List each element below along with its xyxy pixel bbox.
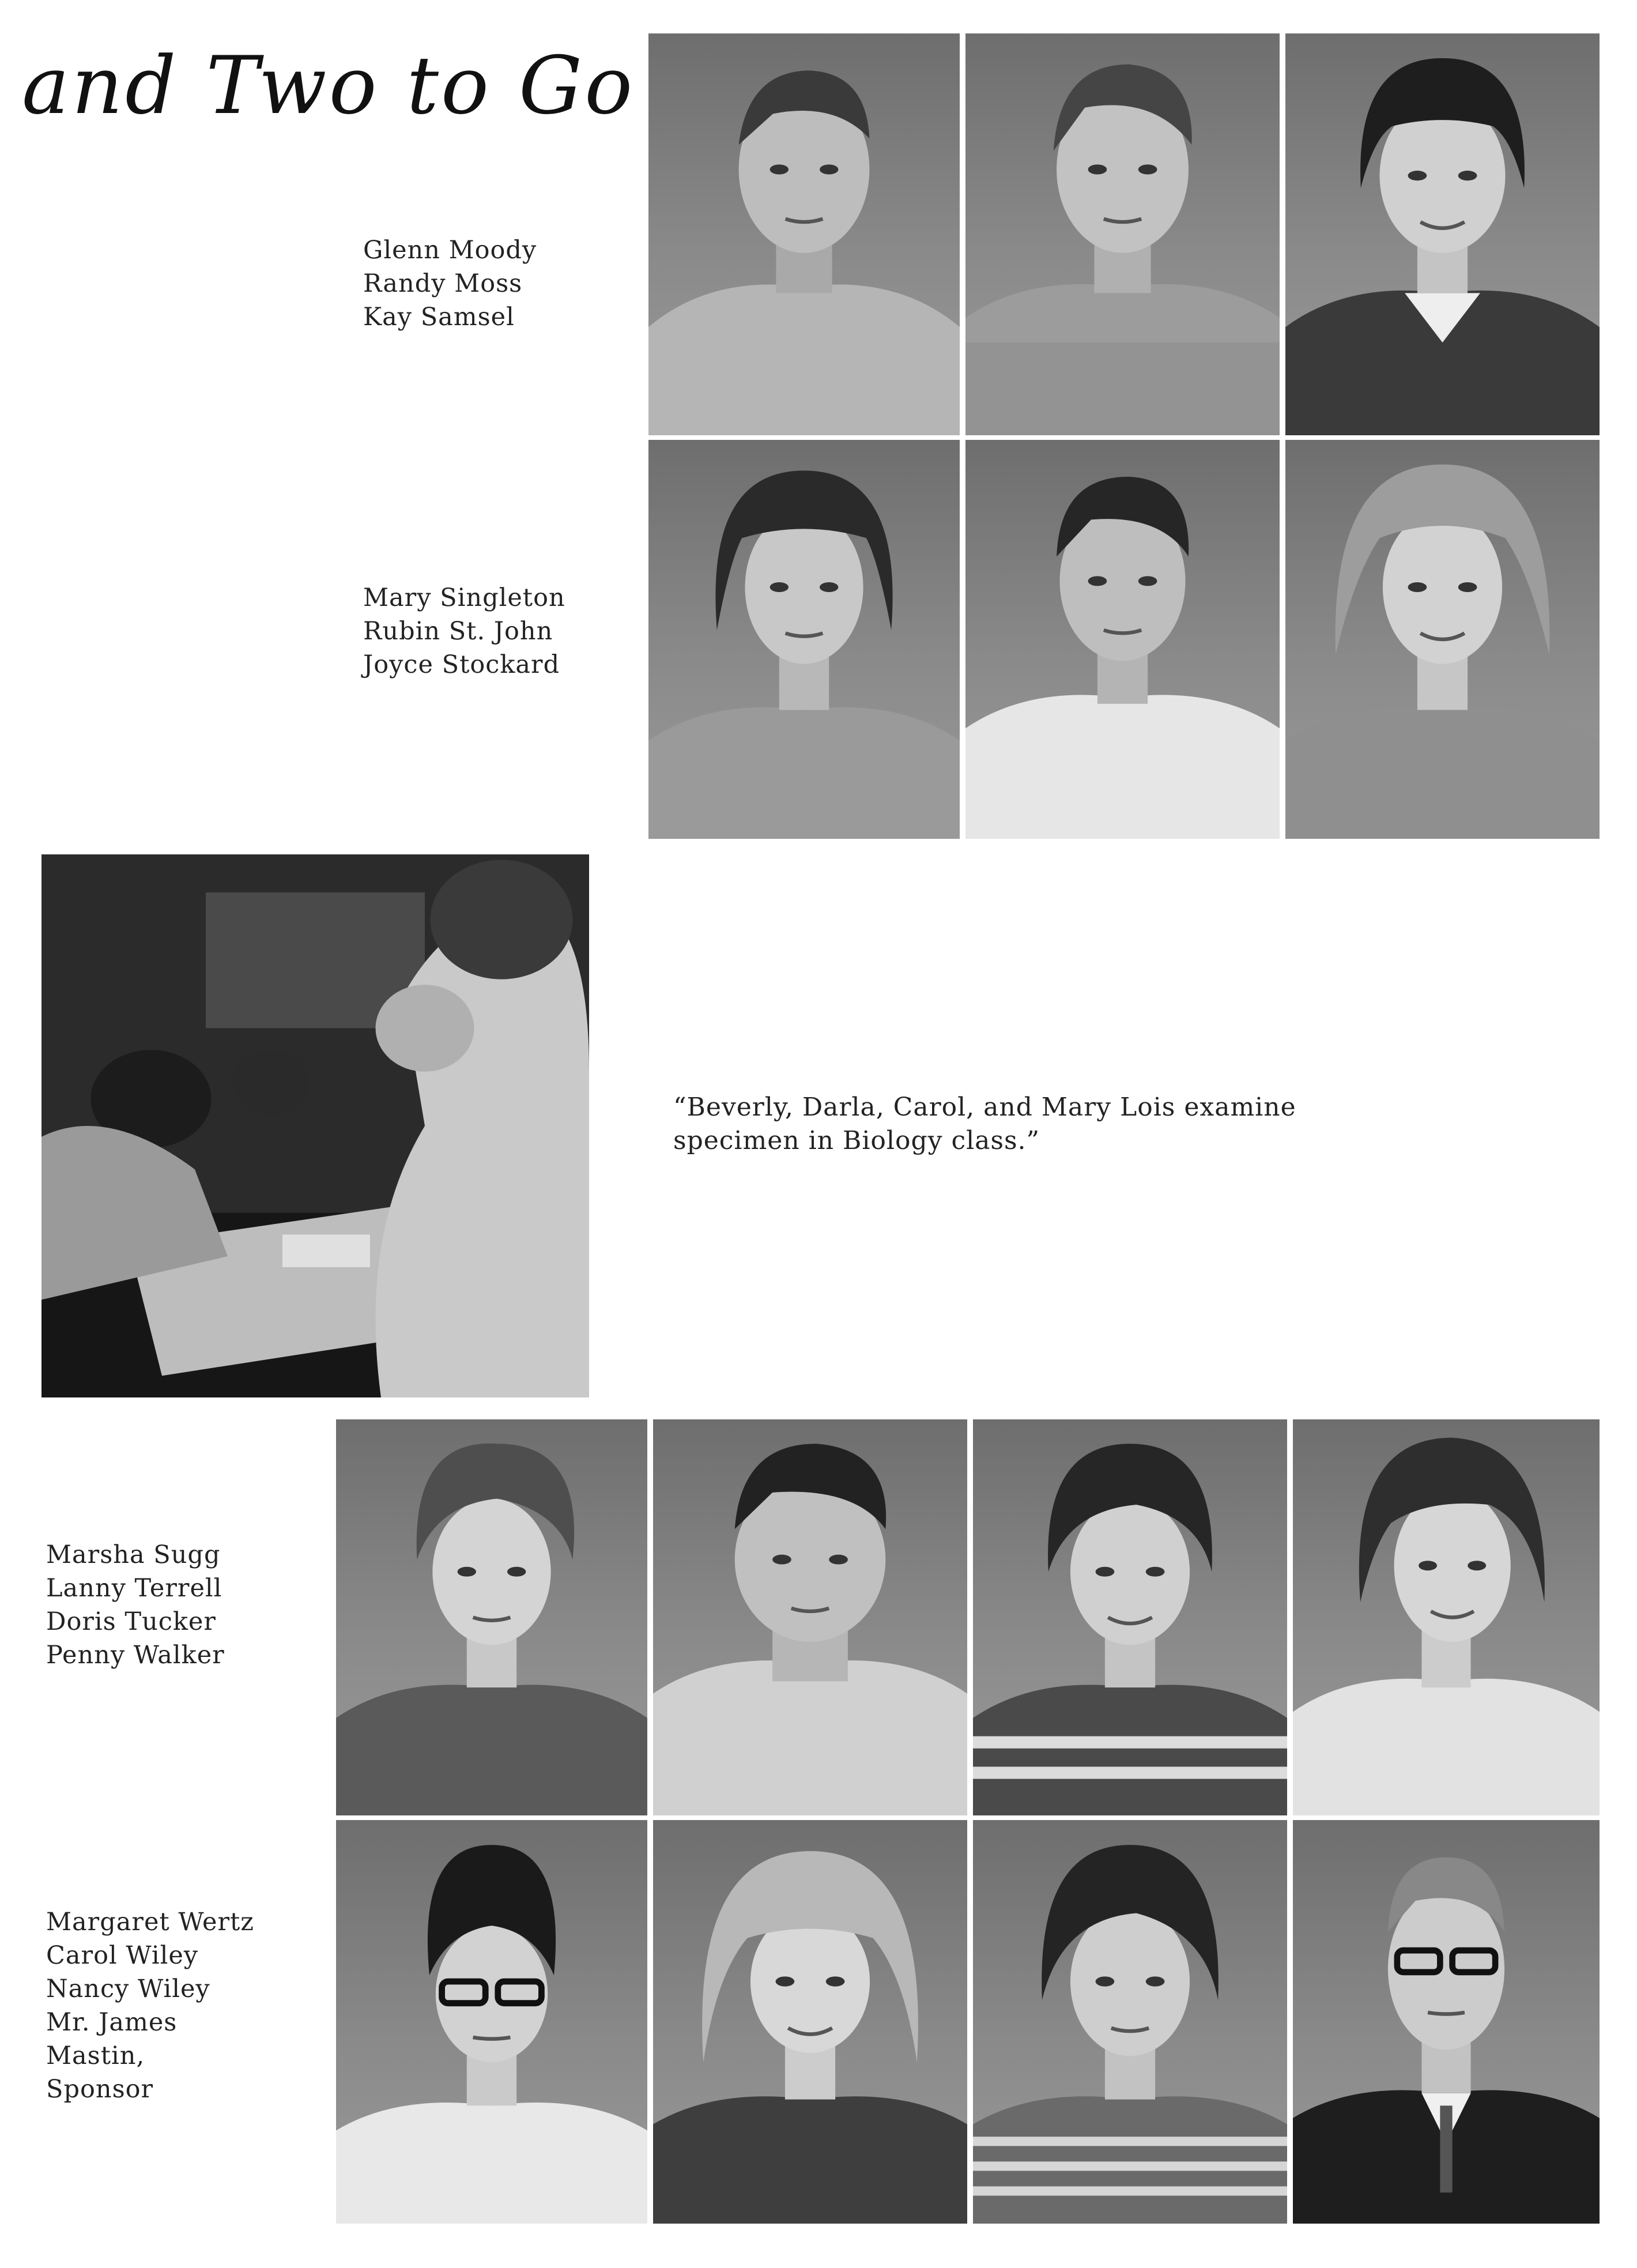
- portrait-photo: [336, 1419, 647, 1815]
- names-row-1: [363, 233, 537, 334]
- name-marsha-sugg: Marsha Sugg: [46, 1540, 221, 1569]
- names-row-4: [46, 1905, 254, 2106]
- portrait-photo: [336, 1820, 647, 2224]
- name-glenn-moody: Glenn Moody: [363, 236, 537, 265]
- caption-line-1: “Beverly, Darla, Carol, and Mary Lois examine: [673, 1092, 1296, 1122]
- names-row-3: [46, 1538, 225, 1672]
- name-penny-walker: Penny Walker: [46, 1641, 225, 1670]
- name-randy-moss: Randy Moss: [363, 269, 523, 298]
- portrait-photo: [1293, 1820, 1600, 2224]
- biology-class-photo: [42, 854, 589, 1397]
- portrait-photo: [1285, 440, 1600, 839]
- name-mastin: Mastin,: [46, 2041, 145, 2070]
- portrait-photo: [648, 33, 960, 435]
- name-lanny-terrell: Lanny Terrell: [46, 1574, 222, 1603]
- name-rubin-st-john: Rubin St. John: [363, 617, 553, 646]
- page-title: and Two to Go: [22, 39, 635, 132]
- portrait-photo: [1293, 1419, 1600, 1815]
- portrait-photo: [648, 440, 960, 839]
- name-kay-samsel: Kay Samsel: [363, 303, 515, 331]
- portrait-photo: [653, 1820, 967, 2224]
- portrait-photo: [973, 1419, 1287, 1815]
- photo-caption: [673, 1091, 1296, 1158]
- name-doris-tucker: Doris Tucker: [46, 1607, 216, 1636]
- name-joyce-stockard: Joyce Stockard: [363, 650, 560, 679]
- portrait-photo: [1285, 33, 1600, 435]
- name-sponsor: Sponsor: [46, 2075, 154, 2104]
- caption-line-2: specimen in Biology class.”: [673, 1126, 1040, 1155]
- portrait-photo: [973, 1820, 1287, 2224]
- portrait-photo: [965, 440, 1280, 839]
- names-row-2: [363, 581, 565, 681]
- name-mr-james: Mr. James: [46, 2008, 178, 2037]
- name-carol-wiley: Carol Wiley: [46, 1941, 199, 1970]
- portrait-photo: [965, 33, 1280, 435]
- name-margaret-wertz: Margaret Wertz: [46, 1908, 254, 1937]
- name-mary-singleton: Mary Singleton: [363, 583, 565, 612]
- portrait-photo: [653, 1419, 967, 1815]
- name-nancy-wiley: Nancy Wiley: [46, 1975, 210, 2003]
